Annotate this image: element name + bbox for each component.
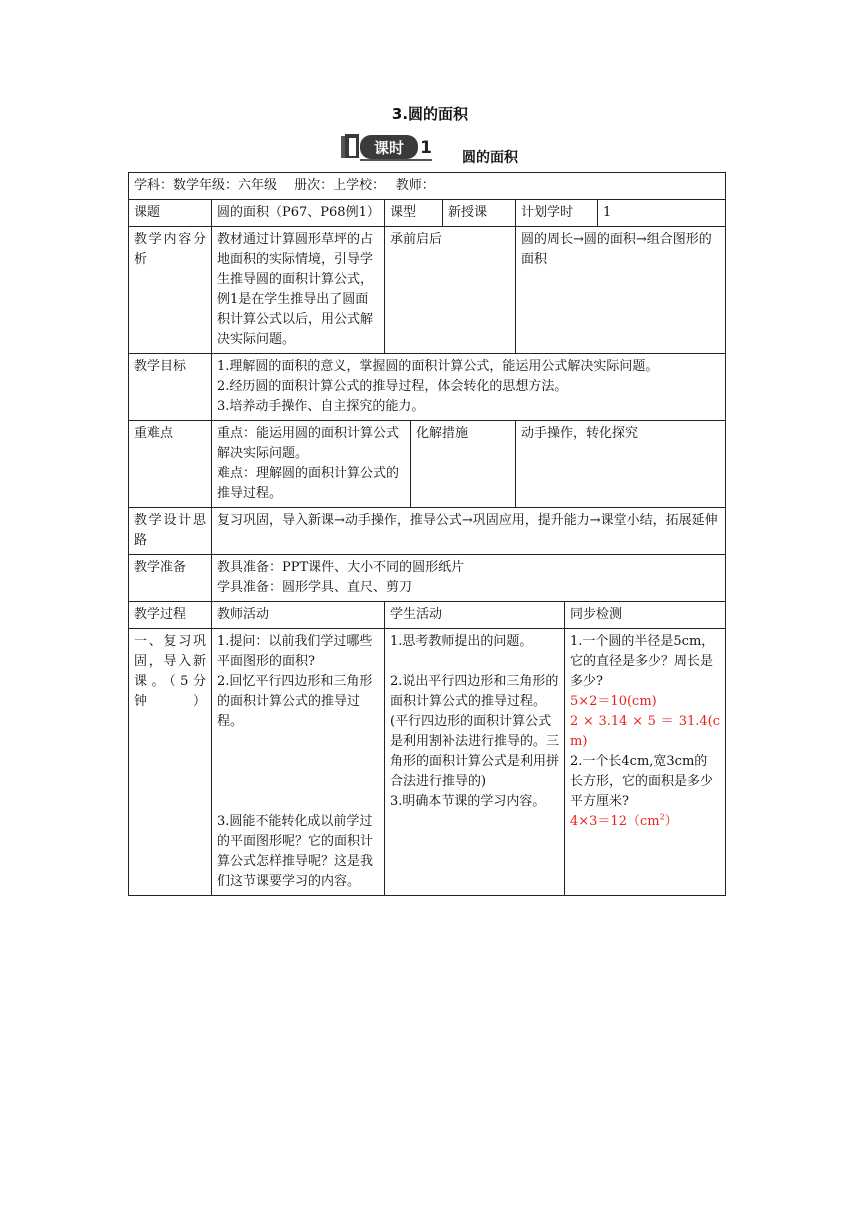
process-row [129,629,726,896]
process-stage: 一、复习巩固，导入新课。（5分钟） [129,629,212,896]
process-header-teacher: 教师活动 [212,602,385,629]
student-step: 2.说出平行四边形和三角形的面积计算公式的推导过程。(平行四边形的面积计算公式是利用割补法进行推导的。三角形的面积计算公式是利用拼合法进行推导的) [390,674,560,789]
process-header-student: 学生活动 [385,602,565,629]
link-value: 圆的周长→圆的面积→组合图形的面积 [516,227,726,354]
hard-point: 难点：理解圆的面积计算公式的推导过程。 [217,466,400,501]
teacher-prep: 教具准备：PPT课件、大小不同的圆形纸片 [217,560,465,575]
process-header-stage: 教学过程 [129,602,212,629]
hours-value: 1 [598,200,726,227]
process-header-check: 同步检测 [565,602,726,629]
teacher-activity [212,629,385,896]
check-answer-text: 4×3＝12（cm [570,814,660,829]
difficulty-label: 重难点 [129,421,212,508]
goals-list [212,354,726,421]
student-step: 3.明确本节课的学习内容。 [390,794,546,809]
teacher-step: 3.圆能不能转化成以前学过的平面图形呢？它的面积计算公式怎样推导呢？这是我们这节课要学习的内容。 [217,814,374,889]
goal-item: 2.经历圆的面积计算公式的推导过程，体会转化的思想方法。 [217,379,568,394]
prep-label: 教学准备 [129,555,212,602]
info-text: 学科：数学年级：六年级 册次：上学校： 教师： [129,173,726,200]
student-step: 1.思考教师提出的问题。 [390,634,533,649]
link-label: 承前启后 [385,227,516,354]
check-answer: 2 × 3.14 × 5 ＝ 31.4(cm) [570,714,721,749]
measure-value: 动手操作，转化探究 [516,421,726,508]
check-answer [570,812,720,832]
measure-label: 化解措施 [411,421,516,508]
check-answer-close: ） [664,814,678,829]
document-title: 3.圆的面积 [391,105,469,123]
difficulty-row [129,421,726,508]
check-question: 1.一个圆的半径是5cm，它的直径是多少？周长是多少? [570,634,715,689]
lesson-badge-icon [340,132,440,162]
svg-text:1: 1 [420,138,432,158]
check-question: 2.一个长4cm,宽3cm的长方形，它的面积是多少平方厘米? [570,754,714,809]
lesson-plan-table [128,172,726,896]
sync-check [565,629,726,896]
goal-item: 1.理解圆的面积的意义，掌握圆的面积计算公式，能运用公式解决实际问题。 [217,359,659,374]
topic-row [129,200,726,227]
design-label: 教学设计思路 [129,508,212,555]
design-row [129,508,726,555]
type-label: 课型 [385,200,443,227]
goals-label: 教学目标 [129,354,212,421]
type-value: 新授课 [443,200,516,227]
svg-text:课时: 课时 [373,139,405,157]
prep-row [129,555,726,602]
topic-label: 课题 [129,200,212,227]
topic-value: 圆的面积（P67、P68例1） [212,200,385,227]
student-activity [385,629,565,896]
goals-row [129,354,726,421]
info-row [129,173,726,200]
analysis-label: 教学内容分析 [129,227,212,354]
goal-item: 3.培养动手操作、自主探究的能力。 [217,399,425,414]
student-prep: 学具准备：圆形学具、直尺、剪刀 [217,580,413,595]
teacher-step: 1.提问：以前我们学过哪些平面图形的面积? [217,634,373,669]
check-answer-sup: 2 [659,812,665,822]
teacher-step: 2.回忆平行四边形和三角形的面积计算公式的推导过程。 [217,674,373,729]
key-point: 重点：能运用圆的面积计算公式解决实际问题。 [217,426,400,461]
hours-label: 计划学时 [516,200,598,227]
process-header-row [129,602,726,629]
prep-content [212,555,726,602]
lesson-header [340,130,640,166]
check-answer: 5×2＝10(cm) [570,694,657,709]
design-content: 复习巩固，导入新课→动手操作，推导公式→巩固应用，提升能力→课堂小结，拓展延伸 [212,508,726,555]
analysis-content: 教材通过计算圆形草坪的占地面积的实际情境，引导学生推导圆的面积计算公式，例1是在学生推导出了圆面积计算公式以后，用公式解决实际问题。 [212,227,385,354]
lesson-title: 圆的面积 [462,150,518,166]
difficulty-content [212,421,411,508]
analysis-row [129,227,726,354]
